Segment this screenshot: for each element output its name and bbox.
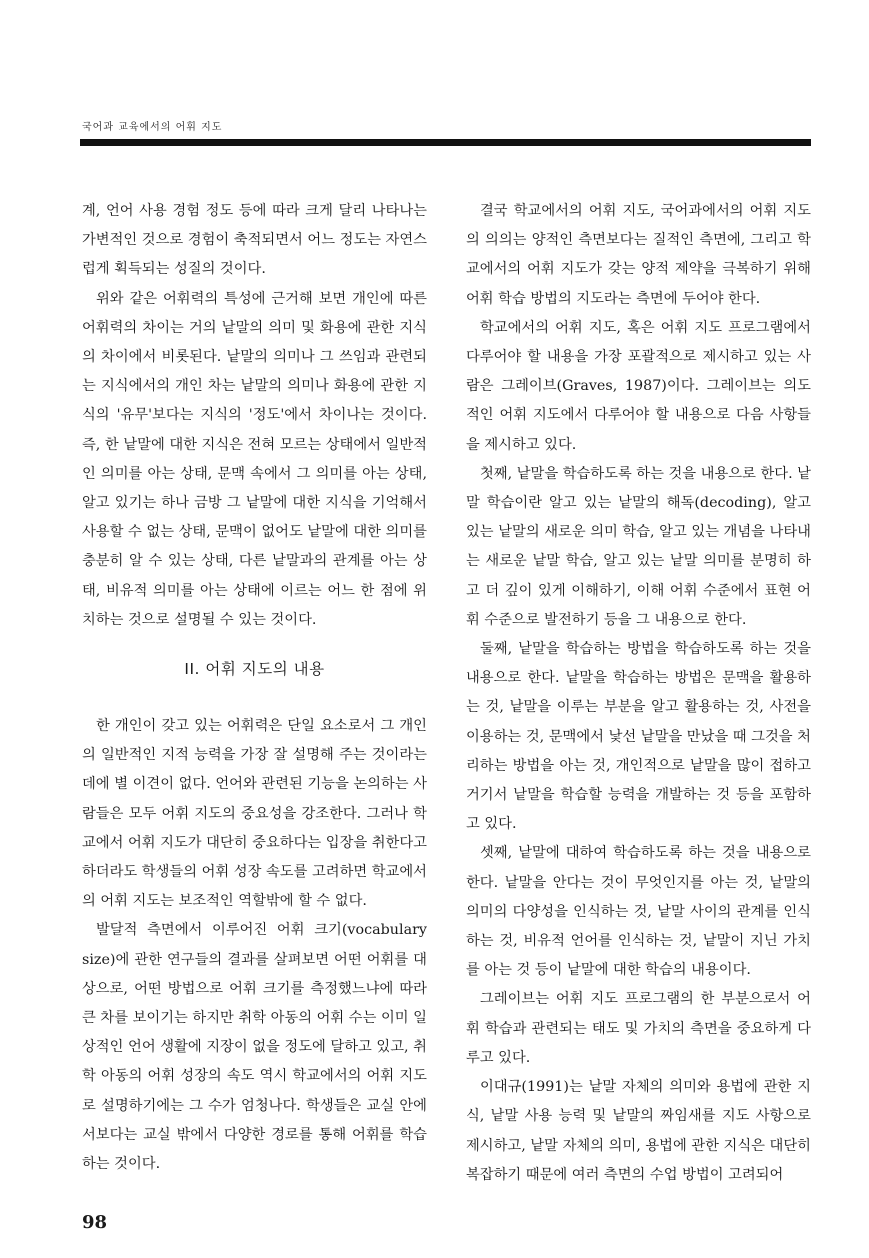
body-paragraph: 발달적 측면에서 이루어진 어휘 크기(vocabulary size)에 관한 연구들의 결과를 살펴보면 어떤 어휘를 대상으로, 어떤 방법으로 어휘 크기를 측정했느냐에 따라 큰 차를 보이기는 하지만 취학 아동의 어휘 수는 이미 일상적인 언어 생활에 지장이 없을 정도에 달하고 있고, 취학 아동의 어휘 성장의 속도 역시 학교에서의 어휘 지도로 설명하기에는 그 수가 엄청나다. 학생들은 교실 안에서보다는 교실 밖에서 다양한 경로를 통해 어휘를 학습하는 것이다.: [82, 922, 427, 1173]
body-paragraph: 그레이브는 어휘 지도 프로그램의 한 부분으로서 어휘 학습과 관련되는 태도 및 가치의 측면을 중요하게 다루고 있다.: [466, 991, 811, 1066]
header-rule: [80, 139, 811, 146]
body-paragraph: 이대규(1991)는 낱말 자체의 의미와 용법에 관한 지식, 낱말 사용 능력 및 낱말의 짜임새를 지도 사항으로 제시하고, 낱말 자체의 의미, 용법에 관한 지식은 대단히 복잡하기 때문에 여러 측면의 수업 방법이 고려되어: [466, 1079, 811, 1183]
body-paragraph: 위와 같은 어휘력의 특성에 근거해 보면 개인에 따른 어휘력의 차이는 거의 낱말의 의미 및 화용에 관한 지식의 차이에서 비롯된다. 낱말의 의미나 그 쓰임과 관련되는 지식에서의 개인 차는 낱말의 의미나 화용에 관한 지식의 '유무'보다는 지식의 '정도'에서 차이나는 것이다. 즉, 한 낱말에 대한 지식은 전혀 모르는 상태에서 일반적인 의미를 아는 상태, 문맥 속에서 그 의미를 아는 상태, 알고 있기는 하나 금방 그 낱말에 대한 지식을 기억해서 사용할 수 없는 상태, 문맥이 없어도 낱말에 대한 의미를 충분히 알 수 있는 상태, 다른 낱말과의 관계를 아는 상태, 비유적 의미를 아는 상태에 이르는 어느 한 점에 위치하는 것으로 설명될 수 있는 것이다.: [82, 290, 427, 628]
section-heading: II. 어휘 지도의 내용: [184, 660, 325, 679]
body-paragraph: 학교에서의 어휘 지도, 혹은 어휘 지도 프로그램에서 다루어야 할 내용을 가장 포괄적으로 제시하고 있는 사람은 그레이브(Graves, 1987)이다. 그레이브는 의도적인 어휘 지도에서 다루어야 할 내용으로 다음 사항들을 제시하고 있다.: [466, 319, 811, 453]
page-number: 98: [82, 1212, 108, 1233]
body-paragraph: 결국 학교에서의 어휘 지도, 국어과에서의 어휘 지도의 의의는 양적인 측면보다는 질적인 측면에, 그리고 학교에서의 어휘 지도가 갖는 양적 제약을 극복하기 위해 어휘 학습 방법의 지도라는 측면에 두어야 한다.: [466, 203, 811, 307]
body-paragraph: 셋째, 낱말에 대하여 학습하도록 하는 것을 내용으로 한다. 낱말을 안다는 것이 무엇인지를 아는 것, 낱말의 의미의 다양성을 인식하는 것, 낱말 사이의 관계를 인식하는 것, 비유적 언어를 인식하는 것, 낱말이 지닌 가치를 아는 것 등이 낱말에 대한 학습의 내용이다.: [466, 845, 811, 979]
body-paragraph: 첫째, 낱말을 학습하도록 하는 것을 내용으로 한다. 낱말 학습이란 알고 있는 낱말의 해독(decoding), 알고 있는 낱말의 새로운 의미 학습, 알고 있는 개념을 나타내는 새로운 낱말 학습, 알고 있는 낱말 의미를 분명히 하고 더 깊이 있게 이해하기, 이해 어휘 수준에서 표현 어휘 수준으로 발전하기 등을 그 내용으로 한다.: [466, 465, 811, 628]
running-head: 국어과 교육에서의 어휘 지도: [82, 122, 223, 133]
body-paragraph: 계, 언어 사용 경험 정도 등에 따라 크게 달리 나타나는 가변적인 것으로 경험이 축적되면서 어느 정도는 자연스럽게 획득되는 성질의 것이다.: [82, 203, 427, 278]
left-column: [82, 197, 427, 1179]
right-column: [466, 197, 811, 1190]
body-paragraph: 한 개인이 갖고 있는 어휘력은 단일 요소로서 그 개인의 일반적인 지적 능력을 가장 잘 설명해 주는 것이라는 데에 별 이견이 없다. 언어와 관련된 기능을 논의하는 사람들은 모두 어휘 지도의 중요성을 강조한다. 그러나 학교에서 어휘 지도가 대단히 중요하다는 입장을 취한다고 하더라도 학생들의 어휘 성장 속도를 고려하면 학교에서의 어휘 지도는 보조적인 역할밖에 할 수 없다.: [82, 718, 427, 910]
body-paragraph: 둘째, 낱말을 학습하는 방법을 학습하도록 하는 것을 내용으로 한다. 낱말을 학습하는 방법은 문맥을 활용하는 것, 낱말을 이루는 부분을 알고 활용하는 것, 사전을 이용하는 것, 문맥에서 낯선 낱말을 만났을 때 그것을 처리하는 방법을 아는 것, 개인적으로 낱말을 많이 접하고 거기서 낱말을 학습할 능력을 개발하는 것 등을 포함하고 있다.: [466, 641, 811, 833]
